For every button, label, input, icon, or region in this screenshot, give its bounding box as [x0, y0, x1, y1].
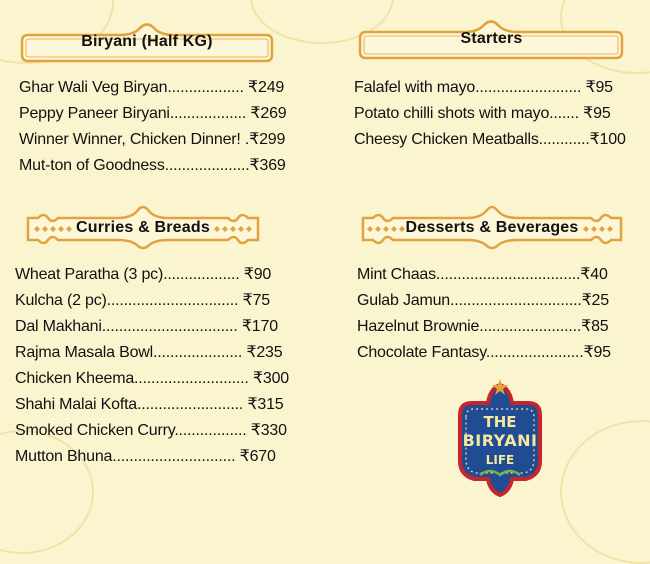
- menu-list-desserts: [357, 262, 611, 366]
- menu-item: Kulcha (2 pc)............................... ₹75: [15, 292, 270, 309]
- logo-text-biryani: BIRYANI: [462, 431, 538, 450]
- menu-item: Chicken Kheema........................... ₹300: [15, 370, 289, 387]
- menu-item: Dal Makhani................................ ₹170: [15, 318, 278, 335]
- menu-item: Hazelnut Brownie........................₹85: [357, 318, 609, 335]
- menu-item: Rajma Masala Bowl..................... ₹235: [15, 344, 283, 361]
- brand-logo: [440, 375, 560, 500]
- menu-list-biryani: [19, 75, 287, 179]
- menu-item: Mutton Bhuna............................. ₹670: [15, 448, 276, 465]
- logo-text-the: THE: [483, 413, 517, 431]
- menu-item: Winner Winner, Chicken Dinner! .₹299: [19, 131, 286, 148]
- menu-item: Gulab Jamun...............................₹25: [357, 292, 609, 309]
- section-header-desserts: [353, 200, 631, 250]
- menu-item: Falafel with mayo......................... ₹95: [354, 79, 613, 96]
- section-title: Curries & Breads: [76, 219, 210, 236]
- section-header-curries: [18, 200, 268, 250]
- logo-text-life: LIFE: [485, 453, 515, 467]
- menu-list-starters: [354, 75, 626, 153]
- section-title: Desserts & Beverages: [405, 219, 579, 236]
- menu-item: Shahi Malai Kofta......................... ₹315: [15, 396, 284, 413]
- section-header-biryani: [16, 18, 278, 68]
- menu-item: Ghar Wali Veg Biryan.................. ₹249: [19, 79, 285, 96]
- menu-item: Mut-ton of Goodness....................₹369: [19, 157, 286, 174]
- menu-item: Chocolate Fantasy.......................₹95: [357, 344, 611, 361]
- section-title: Biryani (Half KG): [81, 33, 213, 50]
- menu-item: Cheesy Chicken Meatballs............₹100: [354, 131, 626, 148]
- background-swirl: [560, 420, 650, 564]
- menu-item: Mint Chaas..................................₹40: [357, 266, 608, 283]
- section-header-starters: [354, 15, 629, 65]
- menu-list-curries: [15, 262, 289, 470]
- menu-item: Wheat Paratha (3 pc).................. ₹90: [15, 266, 272, 283]
- menu-item: Potato chilli shots with mayo....... ₹95: [354, 105, 611, 122]
- menu-item: Smoked Chicken Curry................. ₹330: [15, 422, 287, 439]
- section-title: Starters: [460, 30, 523, 47]
- menu-item: Peppy Paneer Biryani.................. ₹269: [19, 105, 287, 122]
